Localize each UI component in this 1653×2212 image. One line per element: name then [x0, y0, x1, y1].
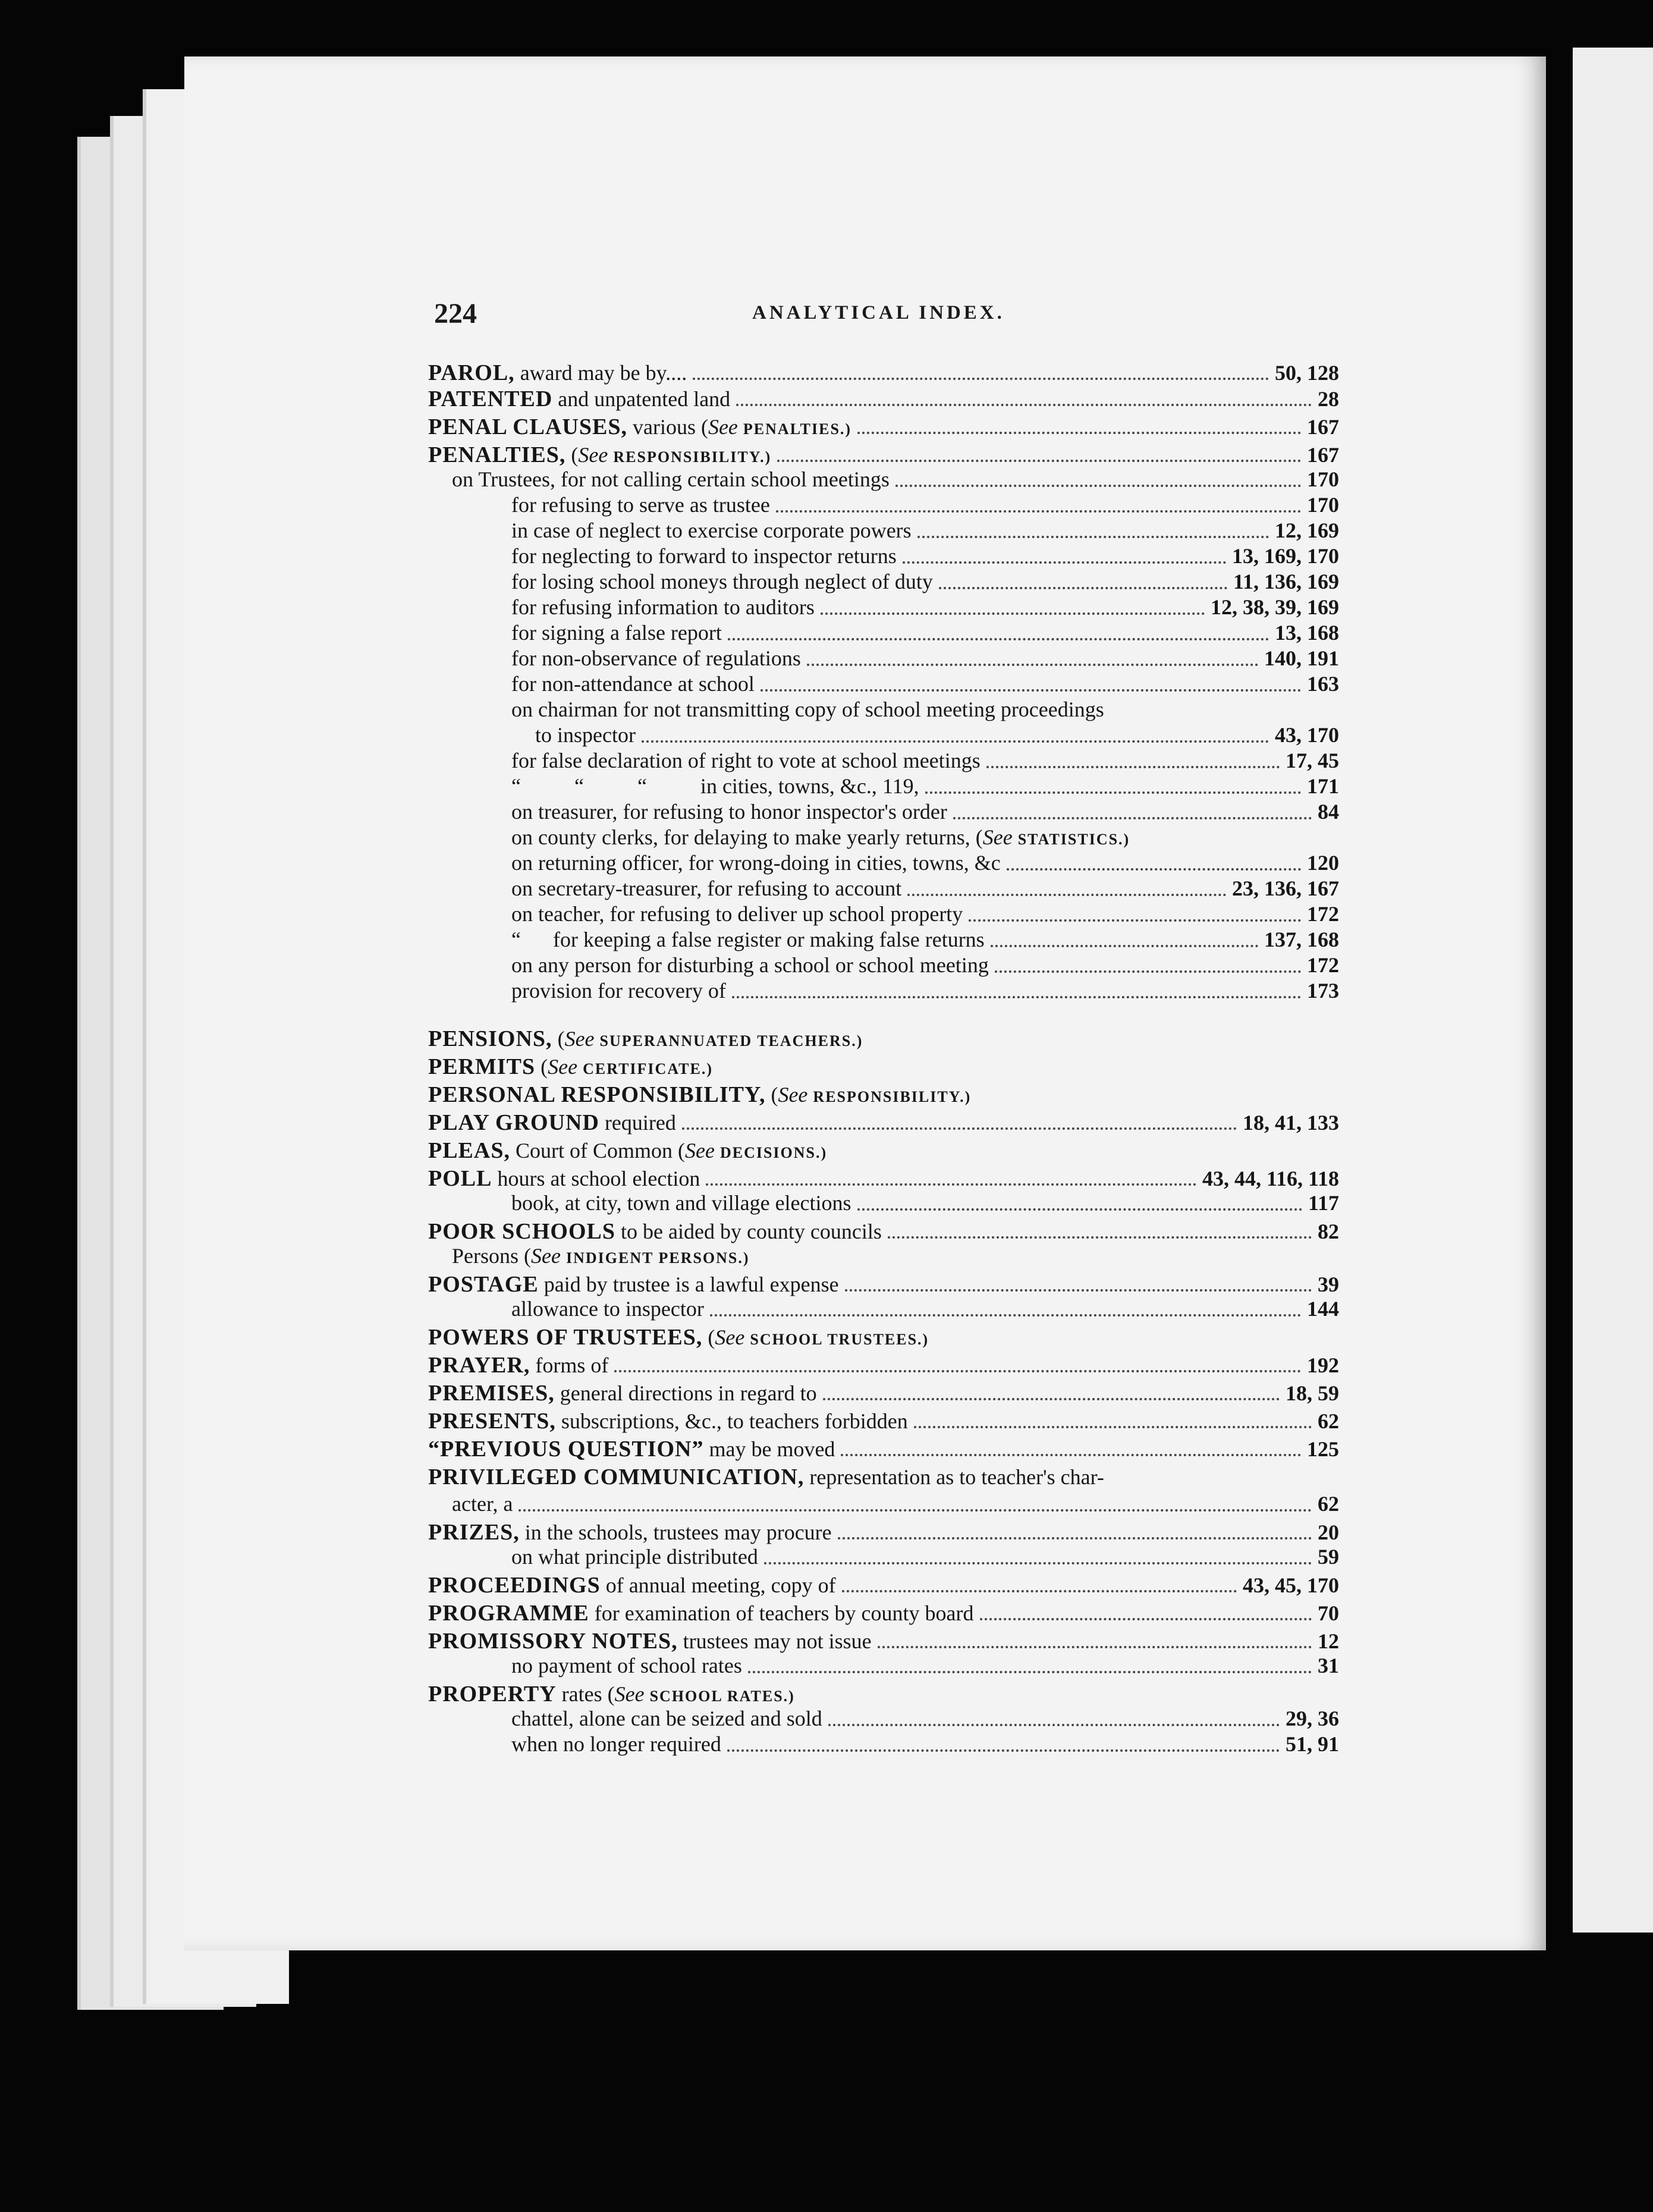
- dot-leader: [821, 607, 1205, 615]
- dot-leader: [857, 426, 1301, 434]
- dot-leader: [925, 785, 1301, 794]
- entry-text: rates (: [556, 1682, 615, 1706]
- entry-text: subscriptions, &c., to teachers forbidden: [555, 1409, 908, 1433]
- entry-heading: PENALTIES,: [428, 442, 566, 467]
- dot-leader: [857, 1202, 1302, 1211]
- index-subentry: [511, 748, 1339, 777]
- entry-heading: PRAYER,: [428, 1353, 530, 1378]
- page-references: 12, 169: [1275, 519, 1339, 542]
- spacer: [608, 442, 613, 467]
- entry-text: on county clerks, for delaying to make yearly returns, (: [511, 825, 983, 849]
- entry-heading: POSTAGE: [428, 1272, 539, 1297]
- see-reference: STATISTICS.): [1017, 831, 1130, 848]
- entry-text: (: [552, 1027, 565, 1051]
- dot-leader: [917, 530, 1269, 538]
- see-label: See: [548, 1055, 578, 1079]
- page-header: [184, 297, 1546, 333]
- entry-text: on Trustees, for not calling certain school meetings: [452, 467, 890, 491]
- entry-heading: “PREVIOUS QUESTION”: [428, 1437, 704, 1462]
- entry-heading: PERSONAL RESPONSIBILITY,: [428, 1082, 766, 1107]
- page-references: 84: [1318, 800, 1339, 824]
- entry-heading: PROGRAMME: [428, 1601, 589, 1626]
- page-references: 43, 44, 116, 118: [1202, 1167, 1339, 1190]
- entry-heading: PERMITS: [428, 1054, 536, 1079]
- index-entry: [428, 1271, 1339, 1300]
- page-references: 167: [1307, 443, 1339, 467]
- dot-leader: [995, 964, 1301, 973]
- entry-text: and unpatented land: [552, 387, 731, 411]
- dot-leader: [710, 1308, 1301, 1316]
- entry-text: paid by trustee is a lawful expense: [538, 1272, 839, 1296]
- see-label: See: [982, 825, 1013, 849]
- entry-text: general directions in regard to: [554, 1381, 817, 1405]
- see-label: See: [778, 1083, 808, 1107]
- see-label: See: [708, 415, 738, 439]
- index-subentry: [511, 620, 1339, 649]
- dot-leader: [914, 1420, 1312, 1428]
- dot-leader: [828, 1718, 1280, 1726]
- page-references: 39: [1318, 1272, 1339, 1296]
- index-entry: [428, 1600, 1339, 1629]
- index-subentry: [511, 1653, 1339, 1682]
- page-references: 12, 38, 39, 169: [1211, 595, 1339, 619]
- page-references: 144: [1307, 1297, 1339, 1321]
- index-subentry: [511, 825, 1339, 853]
- page-references: 62: [1318, 1409, 1339, 1433]
- dot-leader: [823, 1392, 1280, 1400]
- spacer: [577, 1054, 583, 1079]
- entry-text: in the schools, trustees may procure: [519, 1520, 832, 1544]
- spacer: [715, 1138, 720, 1163]
- page-references: 140, 191: [1264, 646, 1339, 670]
- index-entry: [428, 1519, 1339, 1548]
- index-entry: [428, 414, 1339, 442]
- spacer: [595, 1026, 600, 1051]
- spacer: [1013, 825, 1018, 850]
- index-subentry: [452, 1243, 1339, 1272]
- entry-text: forms of: [530, 1353, 609, 1377]
- dot-leader: [980, 1612, 1312, 1620]
- see-reference: PENALTIES.): [743, 420, 852, 438]
- page-references: 17, 45: [1286, 749, 1339, 772]
- entry-text: allowance to inspector: [511, 1297, 704, 1321]
- page-references: 172: [1307, 902, 1339, 926]
- spacer: [807, 1082, 813, 1107]
- facing-page-edge: [1573, 48, 1653, 1933]
- page-references: 13, 168: [1275, 621, 1339, 645]
- index-subentry: [511, 543, 1339, 572]
- see-label: See: [578, 443, 608, 467]
- index-subentry: [535, 722, 1339, 751]
- page-references: 163: [1307, 672, 1339, 696]
- page-references: 70: [1318, 1601, 1339, 1625]
- see-reference: RESPONSIBILITY.): [813, 1088, 972, 1105]
- page-references: 137, 168: [1264, 928, 1339, 951]
- dot-leader: [728, 632, 1269, 640]
- page-references: 43, 170: [1275, 723, 1339, 747]
- entry-text: for refusing to serve as trustee: [511, 493, 770, 517]
- dot-leader: [764, 1556, 1312, 1564]
- page-references: 13, 169, 170: [1232, 544, 1339, 568]
- entry-heading: PROMISSORY NOTES,: [428, 1629, 678, 1654]
- index-subentry: [511, 876, 1339, 904]
- index-subentry: [511, 953, 1339, 981]
- page-references: 120: [1307, 851, 1339, 875]
- dot-leader: [518, 1503, 1312, 1512]
- index-subentry: [511, 646, 1339, 674]
- entry-text: award may be by....: [514, 361, 687, 385]
- index-subentry: [511, 1190, 1339, 1219]
- see-label: See: [614, 1682, 645, 1706]
- index-subentry: [511, 774, 1339, 802]
- entry-text: trustees may not issue: [677, 1629, 872, 1653]
- dot-leader: [842, 1584, 1237, 1592]
- dot-leader: [727, 1743, 1280, 1752]
- index-entry: [428, 1138, 1339, 1166]
- page-references: 170: [1307, 467, 1339, 491]
- page-references: 28: [1318, 387, 1339, 411]
- index-subentry: [511, 1544, 1339, 1573]
- page-references: 82: [1318, 1220, 1339, 1243]
- page-references: 11, 136, 169: [1233, 570, 1339, 593]
- see-reference: CERTIFICATE.): [583, 1060, 714, 1077]
- entry-text: chattel, alone can be seized and sold: [511, 1707, 822, 1730]
- index-subentry: [511, 1296, 1339, 1325]
- page-references: 172: [1307, 953, 1339, 977]
- dot-leader: [878, 1640, 1312, 1648]
- index-subentry: [511, 978, 1339, 1007]
- dot-leader: [969, 913, 1301, 922]
- see-label: See: [684, 1139, 715, 1162]
- entry-heading: PAROL,: [428, 360, 515, 385]
- index-subentry: [511, 1706, 1339, 1735]
- entry-text: representation as to teacher's char-: [804, 1465, 1104, 1489]
- entry-text: (: [702, 1325, 715, 1349]
- see-label: See: [715, 1325, 745, 1349]
- index-entry: [428, 1628, 1339, 1657]
- index-entry: [428, 1436, 1339, 1465]
- entry-text: for neglecting to forward to inspector returns: [511, 544, 897, 568]
- page-references: 31: [1318, 1654, 1339, 1677]
- entry-text: on secretary-treasurer, for refusing to account: [511, 876, 902, 900]
- entry-text: may be moved: [703, 1437, 835, 1461]
- index-entry: [428, 1380, 1339, 1409]
- page-references: 18, 59: [1286, 1381, 1339, 1405]
- entry-text: no payment of school rates: [511, 1654, 742, 1677]
- page-references: 23, 136, 167: [1232, 876, 1339, 900]
- page-references: 43, 45, 170: [1243, 1573, 1339, 1597]
- entry-text: on teacher, for refusing to deliver up school property: [511, 902, 963, 926]
- see-reference: DECISIONS.): [719, 1144, 828, 1161]
- dot-leader: [986, 760, 1280, 768]
- page-references: 167: [1307, 415, 1339, 439]
- dot-leader: [939, 581, 1227, 589]
- index-subentry: [511, 492, 1339, 521]
- index-entry: [428, 360, 1339, 388]
- index-entry: [428, 1218, 1339, 1247]
- dot-leader: [760, 683, 1301, 692]
- dot-leader: [777, 454, 1301, 462]
- index-subentry: [511, 595, 1339, 623]
- see-reference: RESPONSIBILITY.): [613, 448, 772, 466]
- index-subentry: [511, 901, 1339, 930]
- dot-leader: [642, 734, 1269, 743]
- entry-text: to be aided by county councils: [615, 1220, 882, 1243]
- index-subentry: [511, 697, 1339, 725]
- spacer: [744, 1325, 750, 1350]
- index-subentry: [511, 1732, 1339, 1760]
- dot-leader: [748, 1665, 1312, 1673]
- entry-text: on any person for disturbing a school or school meeting: [511, 953, 989, 977]
- dot-leader: [682, 1121, 1237, 1130]
- spacer: [738, 414, 743, 439]
- entry-text: to inspector: [535, 723, 636, 747]
- entry-heading: POLL: [428, 1166, 492, 1191]
- entry-text: for false declaration of right to vote at school meetings: [511, 749, 981, 772]
- entry-text: Court of Common (: [510, 1139, 685, 1162]
- entry-text: for signing a false report: [511, 621, 722, 645]
- page-references: 29, 36: [1286, 1707, 1339, 1730]
- dot-leader: [953, 811, 1312, 819]
- entry-text: on treasurer, for refusing to honor inspector's order: [511, 800, 947, 824]
- entry-text: hours at school election: [492, 1167, 700, 1190]
- index-entry: [428, 1110, 1339, 1138]
- see-reference: SUPERANNUATED TEACHERS.): [599, 1032, 863, 1050]
- page-references: 171: [1307, 774, 1339, 798]
- index-subentry: [511, 518, 1339, 546]
- entry-text: for non-observance of regulations: [511, 646, 801, 670]
- page-references: 12: [1318, 1629, 1339, 1653]
- index-entry: [428, 1082, 1339, 1110]
- entry-heading: PENSIONS,: [428, 1026, 552, 1051]
- entry-text: for losing school moneys through neglect of duty: [511, 570, 933, 593]
- index-entry: [428, 1681, 1339, 1710]
- page-references: 62: [1318, 1492, 1339, 1516]
- page-references: 51, 91: [1286, 1732, 1339, 1756]
- dot-leader: [895, 479, 1301, 487]
- index-entry: [428, 1408, 1339, 1437]
- entry-text: (: [765, 1083, 778, 1107]
- page-references: 170: [1307, 493, 1339, 517]
- entry-heading: POOR SCHOOLS: [428, 1219, 615, 1244]
- page-number: 224: [434, 298, 477, 329]
- dot-leader: [838, 1531, 1312, 1539]
- index-subentry: [511, 927, 1339, 956]
- entry-text: for non-attendance at school: [511, 672, 755, 696]
- book-page: [184, 56, 1546, 1950]
- see-reference: SCHOOL RATES.): [649, 1688, 795, 1705]
- entry-text: of annual meeting, copy of: [600, 1573, 836, 1597]
- entry-text: on what principle distributed: [511, 1545, 758, 1569]
- dot-leader: [736, 398, 1312, 406]
- index-subentry: [452, 1491, 1339, 1520]
- dot-leader: [903, 555, 1226, 564]
- see-label: See: [564, 1027, 595, 1051]
- dot-leader: [1007, 862, 1301, 871]
- see-reference: INDIGENT PERSONS.): [565, 1249, 750, 1267]
- dot-leader: [693, 372, 1269, 380]
- entry-text: on returning officer, for wrong-doing in cities, towns, &c: [511, 851, 1001, 875]
- entry-heading: PRIZES,: [428, 1520, 520, 1545]
- dot-leader: [888, 1230, 1312, 1239]
- dot-leader: [907, 888, 1226, 896]
- index-subentry: [511, 569, 1339, 598]
- entry-text: in case of neglect to exercise corporate powers: [511, 519, 912, 542]
- index-entry: [428, 442, 1339, 470]
- page-references: 125: [1307, 1437, 1339, 1461]
- index-entry: [428, 1054, 1339, 1082]
- page-references: 18, 41, 133: [1243, 1111, 1339, 1135]
- index-subentry: [511, 671, 1339, 700]
- entry-heading: POWERS OF TRUSTEES,: [428, 1325, 703, 1350]
- entry-text: “ for keeping a false register or making false returns: [511, 928, 985, 951]
- entry-text: “ “ “ in cities, towns, &c., 119,: [511, 774, 919, 798]
- spacer: [561, 1243, 566, 1268]
- entry-text: required: [599, 1111, 676, 1135]
- index-entry: [428, 1464, 1339, 1493]
- index-entry: [428, 1165, 1339, 1194]
- entry-heading: PREMISES,: [428, 1381, 555, 1406]
- entry-text: for refusing information to auditors: [511, 595, 815, 619]
- entry-text: for examination of teachers by county board: [589, 1601, 974, 1625]
- dot-leader: [807, 658, 1258, 666]
- entry-text: acter, a: [452, 1492, 513, 1516]
- page-references: 59: [1318, 1545, 1339, 1569]
- entry-heading: PRIVILEGED COMMUNICATION,: [428, 1465, 804, 1490]
- entry-text: book, at city, town and village elections: [511, 1191, 851, 1215]
- page-references: 50, 128: [1275, 361, 1339, 385]
- dot-leader: [614, 1364, 1301, 1372]
- entry-heading: PLEAS,: [428, 1138, 510, 1163]
- see-label: See: [531, 1244, 561, 1268]
- index-entry: [428, 1572, 1339, 1601]
- entry-text: Persons (: [452, 1244, 531, 1268]
- index-entry: [428, 386, 1339, 414]
- index-entry: [428, 1324, 1339, 1353]
- dot-leader: [706, 1177, 1196, 1186]
- index-subentry: [511, 850, 1339, 879]
- index-subentry: [452, 467, 1339, 495]
- entry-text: provision for recovery of: [511, 979, 726, 1003]
- index-subentry: [511, 799, 1339, 828]
- entry-text: on chairman for not transmitting copy of school meeting proceedings: [511, 697, 1104, 721]
- page-references: 20: [1318, 1520, 1339, 1544]
- page-references: 117: [1308, 1191, 1339, 1215]
- entry-text: when no longer required: [511, 1732, 721, 1756]
- index-entry: [428, 1026, 1339, 1054]
- entry-heading: PATENTED: [428, 387, 553, 411]
- entry-text: (: [565, 443, 579, 467]
- dot-leader: [841, 1448, 1301, 1456]
- entry-heading: PENAL CLAUSES,: [428, 414, 627, 439]
- dot-leader: [845, 1283, 1312, 1292]
- entry-text: (: [535, 1055, 548, 1079]
- dot-leader: [732, 990, 1301, 998]
- index-entry: [428, 1352, 1339, 1381]
- entry-heading: PRESENTS,: [428, 1409, 556, 1434]
- page-references: 173: [1307, 979, 1339, 1003]
- see-reference: SCHOOL TRUSTEES.): [750, 1331, 929, 1348]
- dot-leader: [991, 939, 1258, 947]
- entry-heading: PROPERTY: [428, 1682, 557, 1707]
- running-head: ANALYTICAL INDEX.: [752, 302, 1005, 323]
- page-references: 192: [1307, 1353, 1339, 1377]
- spacer: [645, 1682, 650, 1707]
- entry-heading: PROCEEDINGS: [428, 1573, 601, 1598]
- entry-text: various (: [627, 415, 708, 439]
- entry-heading: PLAY GROUND: [428, 1110, 599, 1135]
- dot-leader: [776, 504, 1301, 513]
